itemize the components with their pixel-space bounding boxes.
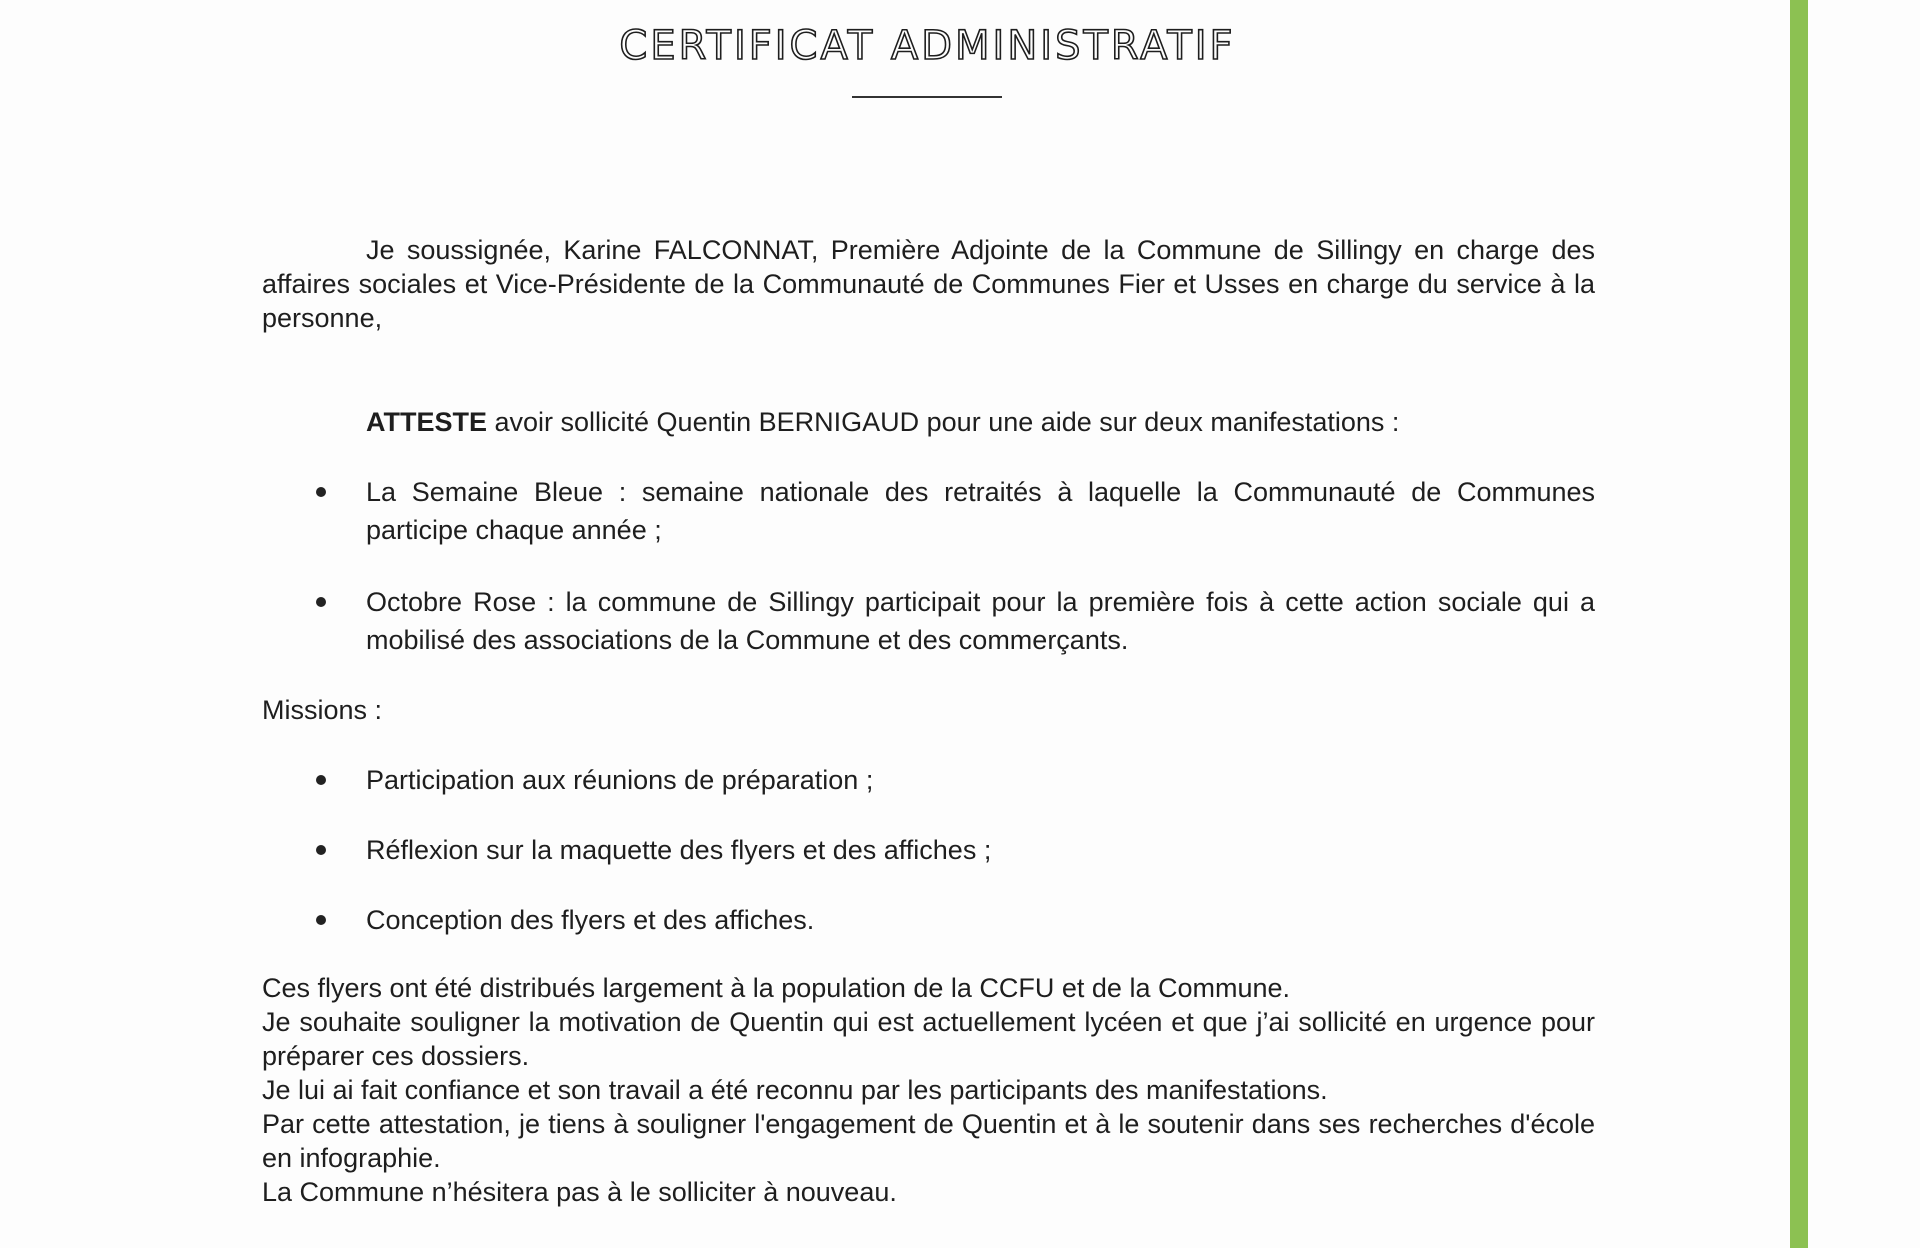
closing-block — [262, 971, 1595, 1209]
closing-line: Par cette attestation, je tiens à souligner l'engagement de Quentin et à le soutenir dans ses recherches d'école en infographie. — [262, 1109, 1595, 1173]
bullet-icon — [316, 775, 326, 785]
mission-text: Participation aux réunions de préparation ; — [366, 765, 874, 795]
mission-text: Conception des flyers et des affiches. — [366, 905, 815, 935]
document-title: CERTIFICAT ADMINISTRATIF — [619, 23, 1236, 69]
mission-item — [262, 901, 1595, 939]
closing-line: Je lui ai fait confiance et son travail a été reconnu par les participants des manifestations. — [262, 1075, 1328, 1105]
intro-paragraph: Je soussignée, Karine FALCONNAT, Première Adjointe de la Commune de Sillingy en charge des affaires sociales et Vice-Présidente de la Communauté de Communes Fier et Usses en charge du service à la personne, — [262, 235, 1595, 333]
attest-keyword: ATTESTE — [366, 407, 487, 437]
mission-item — [262, 831, 1595, 869]
bullet-icon — [316, 597, 326, 607]
event-item-semaine-bleue — [262, 473, 1595, 549]
attest-paragraph — [262, 405, 1595, 439]
mission-item — [262, 761, 1595, 799]
bullet-icon — [316, 915, 326, 925]
green-margin-stripe — [1790, 0, 1808, 1248]
closing-line: La Commune n’hésitera pas à le solliciter à nouveau. — [262, 1177, 897, 1207]
title-underline — [852, 96, 1002, 98]
closing-line: Ces flyers ont été distribués largement à la population de la CCFU et de la Commune. — [262, 973, 1291, 1003]
mission-text: Réflexion sur la maquette des flyers et des affiches ; — [366, 835, 992, 865]
bullet-icon — [316, 845, 326, 855]
bullet-icon — [316, 487, 326, 497]
event-text: Octobre Rose : la commune de Sillingy participait pour la première fois à cette action sociale qui a mobilisé des associations de la Commune et des commerçants. — [366, 587, 1595, 655]
closing-line: Je souhaite souligner la motivation de Quentin qui est actuellement lycéen et que j’ai sollicité en urgence pour préparer ces dossiers. — [262, 1007, 1595, 1071]
event-text: La Semaine Bleue : semaine nationale des retraités à laquelle la Communauté de Communes participe chaque année ; — [366, 477, 1595, 545]
event-item-octobre-rose — [262, 583, 1595, 659]
attest-text: avoir sollicité Quentin BERNIGAUD pour une aide sur deux manifestations : — [487, 407, 1400, 437]
missions-heading: Missions : — [262, 695, 383, 725]
